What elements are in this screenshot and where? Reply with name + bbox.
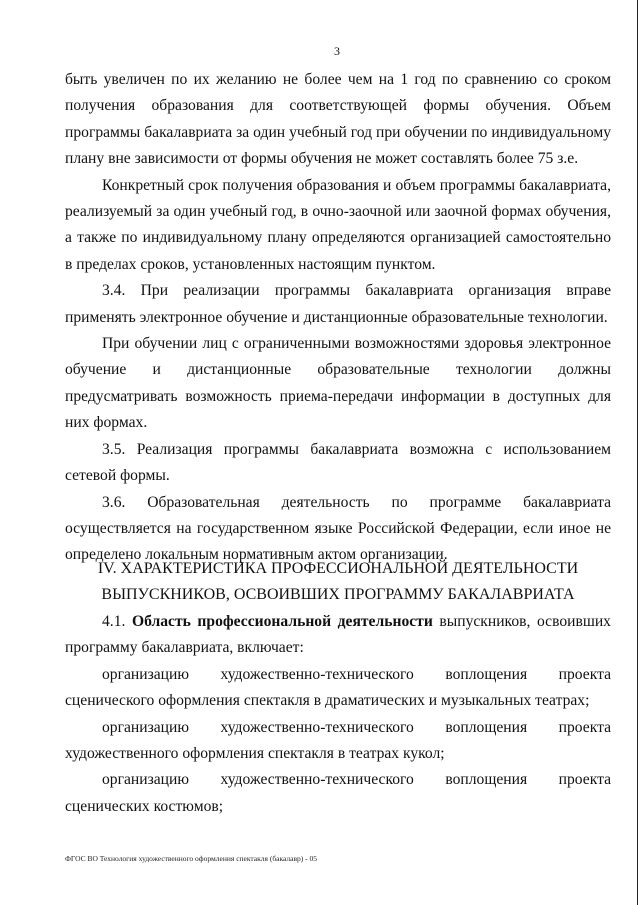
bold-term: Область профессиональной деятельности	[131, 613, 433, 630]
paragraph: Конкретный срок получения образования и объем программы бакалавриата, реализуемый за один учебный год, в очно-заочной или заочной формах обучения, а также по индивидуальному плану определяются организацией самостоятельно в пределах сроков, установленных настоящим пунктом.	[65, 176, 611, 273]
clause-number: 4.1.	[102, 613, 126, 630]
body-text	[65, 67, 611, 569]
paragraph-3-6: 3.6. Образовательная деятельность по программе бакалавриата осуществляется на государственном языке Российской Федерации, если иное не определено локальным нормативным актом организации.	[65, 493, 611, 564]
paragraph-3-4: 3.4. При реализации программы бакалавриата организация вправе применять электронное обучение и дистанционные образовательные технологии.	[65, 282, 611, 326]
paragraph: быть увеличен по их желанию не более чем на 1 год по сравнению со сроком получения образования для соответствующей формы обучения. Объем программы бакалавриата за один учебный год при обучении по индивидуальному плану вне зависимости от формы обучения не может составлять более 75 з.е.	[65, 71, 611, 168]
page-number: 3	[334, 44, 340, 58]
paragraph: При обучении лиц с ограниченными возможностями здоровья электронное обучение и дистанционные образовательные технологии должны предусматривать возможность приема-передачи информации в доступных для них формах.	[65, 335, 611, 432]
list-item: организацию художественно-технического воплощения проекта сценического оформления спектакля в драматических и музыкальных театрах;	[65, 665, 611, 710]
section-heading	[65, 556, 611, 608]
list-item: организацию художественно-технического воплощения проекта сценических костюмов;	[65, 771, 611, 815]
page-edge	[637, 0, 638, 905]
clause-text: выпускников, освоивших программу бакалавриата, включает:	[65, 613, 611, 657]
paragraph-4-1	[65, 609, 611, 662]
page-footer: ФГОС ВО Технология художественного оформления спектакля (бакалавр) - 05	[65, 854, 318, 863]
paragraph-3-5: 3.5. Реализация программы бакалавриата возможна с использованием сетевой формы.	[65, 440, 611, 485]
heading-line: ВЫПУСКНИКОВ, ОСВОИВШИХ ПРОГРАММУ БАКАЛАВРИАТА	[101, 586, 575, 603]
heading-line: IV. ХАРАКТЕРИСТИКА ПРОФЕССИОНАЛЬНОЙ ДЕЯТЕЛЬНОСТИ	[97, 560, 579, 577]
list-item: организацию художественно-технического воплощения проекта художественного оформления спектакля в театрах кукол;	[65, 718, 611, 763]
section-4-content	[65, 609, 611, 820]
